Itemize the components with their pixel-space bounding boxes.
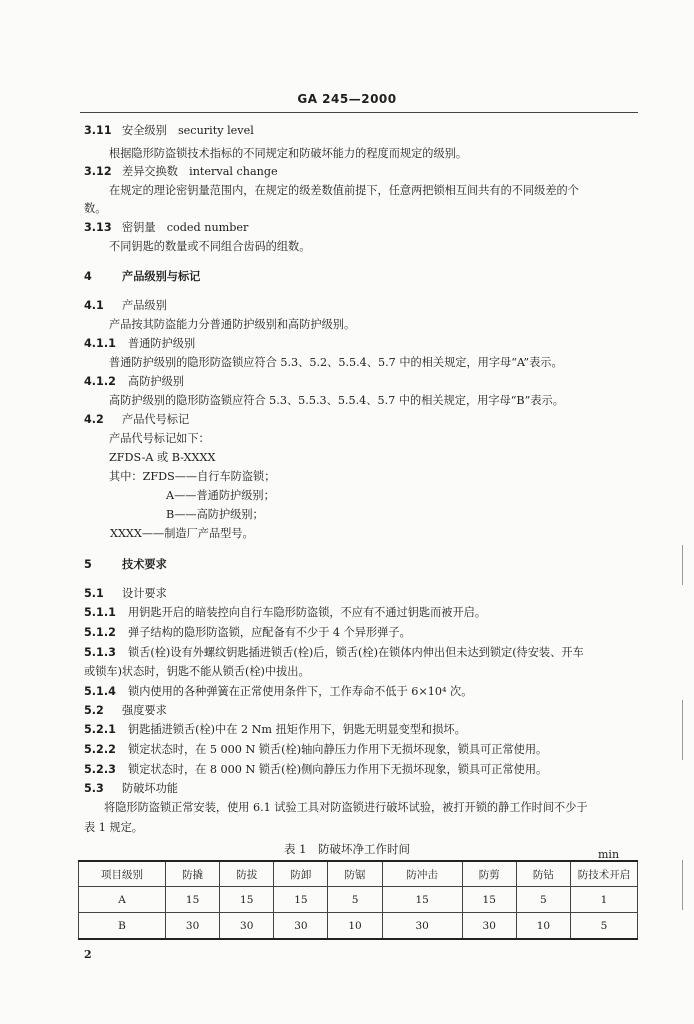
clause-title: 强度要求 (122, 704, 167, 717)
clause-body: 用钥匙开启的暗装控向自行车隐形防盗锁，不应有不通过钥匙而被开启。 (128, 606, 487, 619)
section-title: 技术要求 (122, 558, 167, 571)
clause-5-2-heading (84, 704, 167, 718)
protection-time-table (78, 860, 638, 940)
clause-4-1-2-heading (84, 375, 184, 389)
clause-3-12-heading (84, 165, 278, 179)
clause-3-12-body-1: 在规定的理论密钥量范围内，在规定的级差数值前提下，任意两把锁相互间共有的不同级差的个 (109, 184, 579, 197)
clause-title: 设计要求 (122, 587, 167, 600)
code-marking-b: B——高防护级别； (166, 508, 264, 521)
clause-5-1-1 (84, 606, 486, 620)
clause-3-12-body-2: 数。 (84, 202, 107, 215)
section-number: 4 (84, 270, 92, 283)
code-marking-intro: 产品代号标记如下： (109, 432, 210, 445)
table-header-cell: 防钻 (516, 861, 570, 887)
table-cell: 15 (382, 887, 462, 913)
table-cell: 15 (462, 887, 516, 913)
table-unit: min (598, 848, 620, 861)
clause-title: 产品代号标记 (122, 413, 190, 426)
clause-body: 钥匙插进锁舌(栓)中在 2 Nm 扭矩作用下，钥匙无明显变型和损坏。 (128, 723, 466, 736)
scan-edge-mark (682, 545, 683, 585)
clause-4-1-1-heading (84, 337, 195, 351)
table-header-cell: 防撬 (166, 861, 220, 887)
table-header-cell: 防拔 (220, 861, 274, 887)
clause-3-13-heading (84, 221, 248, 235)
table-cell: B (79, 913, 166, 940)
clause-number: 5.1.1 (84, 606, 116, 619)
table-cell: 30 (462, 913, 516, 940)
code-marking-xxxx: XXXX——制造厂产品型号。 (110, 527, 254, 540)
table-cell: 5 (516, 887, 570, 913)
scan-edge-mark (682, 700, 683, 760)
clause-number: 4.1.1 (84, 337, 116, 350)
table-caption: 表 1 防破坏净工作时间 (284, 842, 410, 856)
clause-5-1-2 (84, 626, 411, 640)
clause-title: 差异交换数 interval change (122, 165, 278, 178)
clause-number: 5.1 (84, 587, 104, 600)
clause-title: 密钥量 coded number (122, 221, 249, 234)
clause-4-2-heading (84, 413, 189, 427)
table-cell: 15 (274, 887, 328, 913)
clause-title: 高防护级别 (128, 375, 184, 388)
table-cell: 1 (571, 887, 638, 913)
clause-title: 防破坏功能 (122, 782, 178, 795)
clause-number: 4.1.2 (84, 375, 116, 388)
table-header-cell: 防冲击 (382, 861, 462, 887)
code-marking-format: ZFDS-A 或 B-XXXX (109, 451, 216, 464)
clause-number: 5.1.4 (84, 685, 116, 698)
clause-5-1-3 (84, 646, 584, 660)
section-4-heading (84, 270, 200, 284)
code-marking-a: A——普通防护级别； (166, 489, 275, 502)
clause-body: 锁内使用的各种弹簧在正常使用条件下，工作寿命不低于 6×10⁴ 次。 (128, 685, 473, 698)
clause-5-1-3-cont: 或锁车)状态时，钥匙不能从锁舌(栓)中拔出。 (84, 665, 310, 678)
clause-4-1-2-body: 高防护级别的隐形防盗锁应符合 5.3、5.5.3、5.5.4、5.7 中的相关规定，用字母“B”表示。 (109, 394, 564, 407)
table-header-cell: 防技术开启 (571, 861, 638, 887)
clause-3-13-body: 不同钥匙的数量或不同组合齿码的组数。 (109, 240, 311, 253)
section-5-heading (84, 558, 167, 572)
clause-5-3-body-1: 将隐形防盗锁正常安装，使用 6.1 试验工具对防盗锁进行破坏试验，被打开锁的静工作时间不少于 (104, 801, 588, 814)
table-header-cell: 防锯 (328, 861, 382, 887)
table-cell: 30 (166, 913, 220, 940)
clause-number: 5.3 (84, 782, 104, 795)
clause-body: 锁定状态时，在 8 000 N 锁舌(栓)侧向静压力作用下无损坏现象，锁具可正常使用。 (128, 763, 548, 776)
page-number: 2 (84, 948, 92, 961)
clause-number: 3.12 (84, 165, 112, 178)
clause-number: 4.1 (84, 299, 104, 312)
clause-title: 产品级别 (122, 299, 167, 312)
clause-body: 弹子结构的隐形防盗锁，应配备有不少于 4 个异形弹子。 (128, 626, 411, 639)
table-cell: 30 (220, 913, 274, 940)
code-marking-zfds: 其中：ZFDS——自行车防盗锁； (109, 470, 276, 483)
clause-5-3-heading (84, 782, 178, 796)
table-header-cell: 项目级别 (79, 861, 166, 887)
clause-number: 4.2 (84, 413, 104, 426)
clause-title: 普通防护级别 (128, 337, 196, 350)
clause-5-1-heading (84, 587, 167, 601)
clause-5-2-3 (84, 763, 547, 777)
table-cell: 10 (516, 913, 570, 940)
clause-title: 安全级别 security level (122, 124, 254, 137)
clause-number: 5.2 (84, 704, 104, 717)
clause-body: 锁舌(栓)设有外螺纹钥匙插进锁舌(栓)后，锁舌(栓)在锁体内伸出但未达到锁定(待安装、开车 (128, 646, 584, 659)
table-row (79, 887, 638, 913)
table-header-row (79, 861, 638, 887)
table-cell: A (79, 887, 166, 913)
clause-number: 5.2.1 (84, 723, 116, 736)
clause-body: 锁定状态时，在 5 000 N 锁舌(栓)轴向静压力作用下无损坏现象，锁具可正常使用。 (128, 743, 548, 756)
table-cell: 5 (328, 887, 382, 913)
table-cell: 30 (382, 913, 462, 940)
table-header-cell: 防卸 (274, 861, 328, 887)
running-header: GA 245—2000 (297, 92, 397, 106)
clause-number: 3.11 (84, 124, 112, 137)
clause-5-1-4 (84, 685, 472, 699)
table-cell: 10 (328, 913, 382, 940)
table-row (79, 913, 638, 940)
header-rule (80, 112, 638, 113)
scan-edge-mark (682, 860, 683, 910)
clause-3-11-body: 根据隐形防盗锁技术指标的不同规定和防破坏能力的程度而规定的级别。 (109, 147, 468, 160)
table-cell: 5 (571, 913, 638, 940)
clause-4-1-heading (84, 299, 167, 313)
clause-number: 3.13 (84, 221, 112, 234)
clause-number: 5.2.2 (84, 743, 116, 756)
clause-5-2-2 (84, 743, 547, 757)
clause-number: 5.1.3 (84, 646, 116, 659)
clause-4-1-1-body: 普通防护级别的隐形防盗锁应符合 5.3、5.2、5.5.4、5.7 中的相关规定，用字母“A”表示。 (109, 356, 563, 369)
clause-5-3-body-2: 表 1 规定。 (84, 821, 143, 834)
table-header-cell: 防剪 (462, 861, 516, 887)
clause-number: 5.2.3 (84, 763, 116, 776)
table-cell: 30 (274, 913, 328, 940)
section-title: 产品级别与标记 (122, 270, 201, 283)
table-cell: 15 (220, 887, 274, 913)
clause-number: 5.1.2 (84, 626, 116, 639)
table-cell: 15 (166, 887, 220, 913)
clause-4-1-body: 产品按其防盗能力分普通防护级别和高防护级别。 (109, 318, 356, 331)
section-number: 5 (84, 558, 92, 571)
clause-5-2-1 (84, 723, 466, 737)
clause-3-11-heading (84, 124, 254, 138)
